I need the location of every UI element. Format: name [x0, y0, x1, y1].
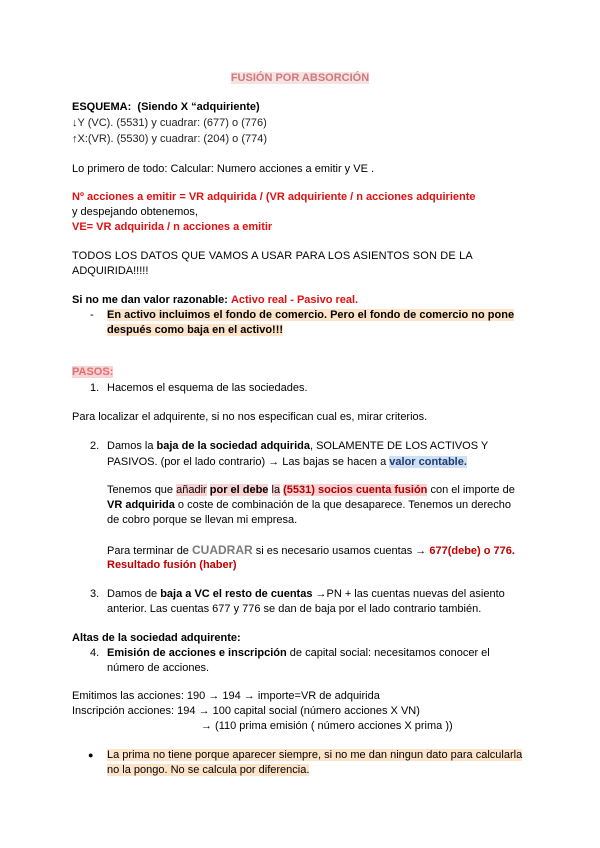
valor-razonable: Si no me dan valor razonable: Activo real - Pasivo real. [72, 294, 359, 306]
esquema-line-y: ↓Y (VC). (5531) y cuadrar: (677) o (776) [72, 117, 267, 129]
step1-number: 1. [90, 382, 100, 394]
pasos-heading: PASOS: [72, 366, 114, 378]
emitimos-text: Emitimos las acciones: 190 → 194 → importe=VR de adquirida [72, 690, 380, 702]
formula-line-1: Nº acciones a emitir = VR adquirida / (VR adquiriente / n acciones adquiriente [72, 191, 476, 203]
step2-number: 2. [90, 440, 100, 452]
step3-line-2: anterior. Las cuentas 677 y 776 se dan de baja por el lado contrario también. [107, 603, 482, 615]
step4-line-1: Emisión de acciones e inscripción de capital social: necesitamos conocer el [107, 647, 490, 659]
prima-note-line-1: La prima no tiene porque aparecer siempre, si no me dan ningun dato para calcularla [107, 749, 523, 761]
altas-heading: Altas de la sociedad adquirente: [72, 632, 241, 644]
tenemos-line-2: VR adquirida o coste de combinación de la que desaparece. Tenemos un derecho [107, 499, 511, 511]
inscripcion-text-2: → (110 prima emisión ( número acciones X prima )) [201, 720, 453, 732]
step3-line-1: Damos de baja a VC el resto de cuentas →PN + las cuentas nuevas del asiento [107, 588, 505, 600]
esquema-line-x: ↑X:(VR). (5530) y cuadrar: (204) o (774) [72, 133, 268, 145]
tenemos-line-1: Tenemos que añadir por el debe la (5531) socios cuenta fusión con el importe de [107, 484, 515, 496]
step2-line-1: Damos la baja de la sociedad adquirida, SOLAMENTE DE LOS ACTIVOS Y [107, 440, 489, 452]
step1-text: Hacemos el esquema de las sociedades. [107, 382, 308, 394]
esquema-heading: ESQUEMA: (Siendo X “adquiriente) [72, 101, 260, 113]
note-bullet: ● [88, 750, 94, 760]
valor-razonable-bullet-1: En activo incluimos el fondo de comercio. Pero el fondo de comercio no pone [107, 309, 515, 321]
localizar-text: Para localizar el adquirente, si no nos especifican cual es, mirar criterios. [72, 411, 428, 423]
step2-line-2: PASIVOS. (por el lado contrario) → Las bajas se hacen a valor contable. [107, 456, 467, 468]
step4-line-2: número de acciones. [107, 662, 210, 674]
valor-razonable-bullet-2: después como baja en el activo!!! [107, 324, 284, 336]
prima-note-line-2: no la pongo. No se calcula por diferencia. [107, 764, 310, 776]
datos-note-line-2: ADQUIRIDA!!!!! [72, 265, 149, 277]
step3-number: 3. [90, 588, 100, 600]
inscripcion-text: Inscripción acciones: 194 → 100 capital social (número acciones X VN) [72, 705, 420, 717]
formula-line-3: VE= VR adquirida / n acciones a emitir [72, 221, 273, 233]
terminar-line-1: Para terminar de CUADRAR si es necesario usamos cuentas → 677(debe) o 776. [107, 543, 515, 557]
intro-text: Lo primero de todo: Calcular: Numero acciones a emitir y VE . [72, 163, 375, 175]
datos-note-line-1: TODOS LOS DATOS QUE VAMOS A USAR PARA LOS ASIENTOS SON DE LA [72, 250, 473, 262]
terminar-line-2: Resultado fusión (haber) [107, 559, 237, 571]
formula-line-2: y despejando obtenemos, [72, 206, 198, 218]
tenemos-line-3: de cobro porque se llevan mi empresa. [107, 514, 298, 526]
step4-number: 4. [90, 647, 100, 659]
page-title: FUSIÓN POR ABSORCIÓN [230, 72, 370, 84]
bullet-marker: - [90, 309, 94, 321]
